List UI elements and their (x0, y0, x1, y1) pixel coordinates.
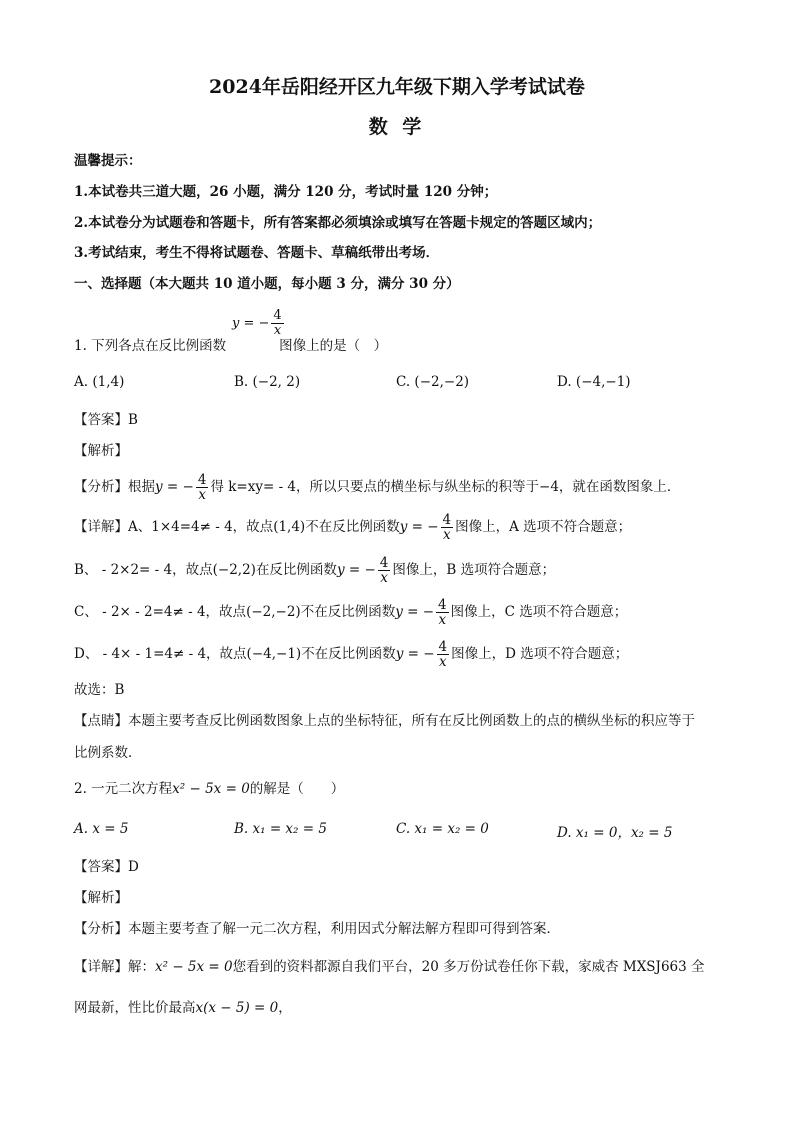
q1-fenxi (74, 469, 680, 505)
q1-option-a: A. (1,4) (74, 374, 125, 390)
q1-option-d: D. (−4,−1) (557, 374, 631, 390)
q2-stem-a: 2. 一元二次方程 (74, 781, 173, 797)
subject-title: 数 学 (368, 116, 426, 138)
q1-detail-c-num: 4 (438, 597, 447, 613)
q2-equation: x² − 5x = 0 (172, 781, 250, 797)
q1-detail-a (74, 509, 631, 545)
q1-detail-d-point: (−4,−1) (246, 646, 302, 662)
q2-option-a: A. x = 5 (74, 821, 129, 837)
q1-detail-a-3: 图像上，A 选项不符合题意； (455, 519, 632, 535)
q2-detail-2-b: ， (278, 1000, 292, 1016)
q1-detail-a-lhs: y = − (399, 519, 439, 535)
q2-analysis-label: 【解析】 (74, 890, 128, 906)
q1-fenxi-b: 得 k=xy= - 4，所以只要点的横坐标与纵坐标的积等于−4，就在函数图象上． (210, 479, 681, 495)
q1-detail-d-lhs: y = − (395, 646, 435, 662)
q1-detail-a-point: (1,4) (273, 519, 306, 535)
q2-fenxi: 【分析】本题主要考查了解一元二次方程，利用因式分解法解方程即可得到答案． (74, 921, 560, 937)
q1-stem-b: 图像上的是（ ） (279, 338, 388, 354)
q1-detail-b-1: B、 - 2×2= - 4，故点 (74, 562, 213, 578)
q1-detail-c-point: (−2,−2) (246, 604, 301, 620)
q1-option-c: C. (−2,−2) (396, 374, 470, 390)
q2-stem (74, 780, 344, 798)
q1-detail-b-num: 4 (379, 555, 389, 571)
q1-detail-a-2: 不在反比例函数 (305, 519, 400, 535)
notice-item-2: 2.本试卷分为试题卷和答题卡，所有答案都必须填涂或填写在答题卡规定的答题区域内； (74, 215, 602, 231)
q1-detail-b (74, 552, 555, 588)
q1-func-den: x (273, 323, 282, 338)
q1-func-lhs: y = − (232, 316, 270, 331)
notice-item-3: 3.考试结束，考生不得将试题卷、答题卡、草稿纸带出考场． (74, 245, 440, 261)
q2-stem-b: 的解是（ ） (249, 781, 345, 797)
q1-detail-d-1: D、 - 4× - 1=4≠ - 4，故点 (74, 646, 247, 662)
q1-fenxi-lhs: y = − (155, 479, 194, 495)
notice-item-1: 1.本试卷共三道大题，26 小题，满分 120 分，考试时量 120 分钟； (74, 184, 498, 200)
q2-detail-2-a: 网最新，性比价最高 (74, 1000, 196, 1016)
q1-analysis-label: 【解析】 (74, 443, 128, 459)
q1-func-num: 4 (273, 308, 282, 323)
q1-function (232, 309, 286, 338)
q1-detail-d-2: 不在反比例函数 (301, 646, 396, 662)
q2-option-d-sep: ， (617, 825, 631, 841)
q1-detail-b-2: 在反比例函数 (255, 562, 337, 578)
q1-stem-a: 1. 下列各点在反比例函数 (74, 338, 227, 354)
q2-answer: 【答案】D (74, 859, 139, 875)
q2-detail-1 (74, 958, 705, 976)
q2-detail-1-a: 【详解】解： (74, 959, 155, 975)
q1-detail-b-point: (−2,2) (212, 562, 256, 578)
q1-option-b: B. (−2, 2) (234, 374, 301, 390)
q2-detail-2-eq: x(x − 5) = 0 (195, 1000, 279, 1016)
q1-detail-b-3: 图像上，B 选项符合题意； (392, 562, 556, 578)
q1-stem (74, 337, 387, 355)
q2-option-d-1: D. x₁ = 0 (557, 825, 618, 841)
q1-fenxi-den: x (198, 487, 206, 503)
q2-option-d-2: x₂ = 5 (630, 825, 673, 841)
q1-fenxi-a: 【分析】根据 (74, 479, 155, 495)
q1-comment-2: 比例系数． (74, 745, 142, 761)
q1-detail-b-den: x (380, 570, 388, 586)
q1-detail-c-lhs: y = − (395, 604, 435, 620)
q1-detail-a-den: x (443, 527, 451, 543)
q1-detail-d (74, 636, 628, 672)
q1-detail-a-1: 【详解】A、1×4=4≠ - 4，故点 (74, 519, 274, 535)
q2-detail-2 (74, 999, 292, 1017)
q1-answer: 【答案】B (74, 412, 138, 428)
q2-option-d (557, 821, 672, 841)
q2-option-b: B. x₁ = x₂ = 5 (234, 821, 327, 837)
q1-detail-c-2: 不在反比例函数 (300, 604, 396, 620)
q2-detail-1-b: 您看到的资料都源自我们平台，20 多万份试卷任你下载，家威杏 MXSJ663 全 (232, 959, 705, 975)
q1-detail-d-num: 4 (438, 639, 448, 655)
q1-detail-b-lhs: y = − (336, 562, 376, 578)
notice-heading: 温馨提示： (74, 153, 142, 169)
q1-detail-a-num: 4 (442, 512, 452, 528)
q1-comment-1: 【点睛】本题主要考查反比例函数图象上点的坐标特征，所有在反比例函数上的点的横纵坐标的积应等于 (74, 713, 695, 729)
section-heading: 一、选择题（本大题共 10 道小题，每小题 3 分，满分 30 分） (74, 276, 460, 292)
q1-detail-c (74, 594, 627, 630)
exam-title: 2024年岳阳经开区九年级下期入学考试试卷 (209, 76, 585, 98)
q1-fenxi-num: 4 (197, 472, 207, 488)
q1-detail-d-3: 图像上，D 选项不符合题意； (451, 646, 629, 662)
q1-detail-d-den: x (439, 654, 447, 670)
q1-detail-c-den: x (438, 612, 447, 628)
q2-detail-1-eq: x² − 5x = 0 (155, 959, 233, 975)
q1-detail-c-1: C、 - 2× - 2=4≠ - 4，故点 (74, 604, 247, 620)
q2-option-c: C. x₁ = x₂ = 0 (396, 821, 489, 837)
q1-choose: 故选：B (74, 682, 125, 698)
q1-detail-c-3: 图像上，C 选项不符合题意； (450, 604, 628, 620)
